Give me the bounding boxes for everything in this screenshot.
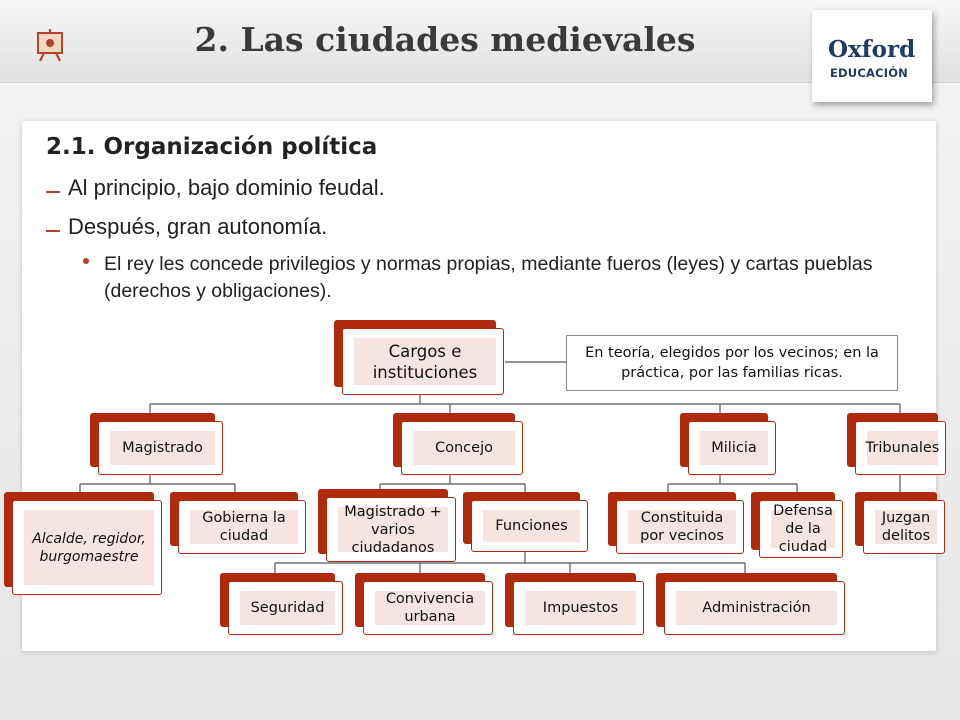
org-node-alcalde	[4, 492, 162, 595]
org-node-funciones	[463, 492, 588, 552]
org-node-label: Administración	[676, 591, 837, 625]
dash-item: Al principio, bajo dominio feudal.	[68, 175, 385, 200]
org-node-label: Juzgan delitos	[875, 510, 937, 544]
org-node-magistrado-varios	[318, 489, 456, 562]
org-node-root	[334, 320, 504, 395]
org-node-label: Impuestos	[525, 591, 636, 625]
org-node-label: Seguridad	[240, 591, 335, 625]
bullet-text: El rey les concede privilegios y normas propias, mediante fueros (leyes) y cartas pueblas (derechos y obligaciones).	[104, 253, 873, 302]
org-node-constituida	[608, 492, 744, 554]
org-node-label: Tribunales	[867, 431, 938, 465]
org-node-impuestos	[505, 573, 644, 635]
org-node-gobierna	[170, 492, 306, 554]
org-node-concejo	[393, 413, 523, 475]
org-node-label: Cargos e instituciones	[354, 338, 496, 385]
section-heading: 2.1. Organización política	[46, 134, 378, 160]
org-node-label: Funciones	[483, 510, 580, 542]
org-node-label: Concejo	[413, 431, 515, 465]
dash-item: Después, gran autonomía.	[68, 214, 328, 239]
org-node-milicia	[680, 413, 776, 475]
org-node-label: Defensa de la ciudad	[771, 510, 835, 548]
org-node-label: Constituida por vecinos	[628, 510, 736, 544]
org-node-label: Convivencia urbana	[375, 591, 485, 625]
org-node-seguridad	[220, 573, 343, 635]
org-node-label: Magistrado + varios ciudadanos	[338, 507, 448, 552]
org-node-label: Alcalde, regidor, burgomaestre	[24, 510, 154, 585]
org-node-tribunales	[847, 413, 946, 475]
page-title: 2. Las ciudades medievales	[194, 20, 696, 59]
org-node-administracion	[656, 573, 845, 635]
org-node-defensa	[751, 492, 843, 558]
org-node-label: Milicia	[700, 431, 768, 465]
note-box: En teoría, elegidos por los vecinos; en la práctica, por las familias ricas.	[566, 335, 898, 391]
logo-sub-text: EDUCACIÓN	[830, 66, 908, 80]
org-node-juzgan	[855, 492, 945, 554]
logo-main-text: Oxford	[828, 36, 916, 63]
org-node-label: Magistrado	[110, 431, 215, 465]
org-node-label: Gobierna la ciudad	[190, 510, 298, 544]
org-node-magistrado	[90, 413, 223, 475]
org-node-convivencia	[355, 573, 493, 635]
